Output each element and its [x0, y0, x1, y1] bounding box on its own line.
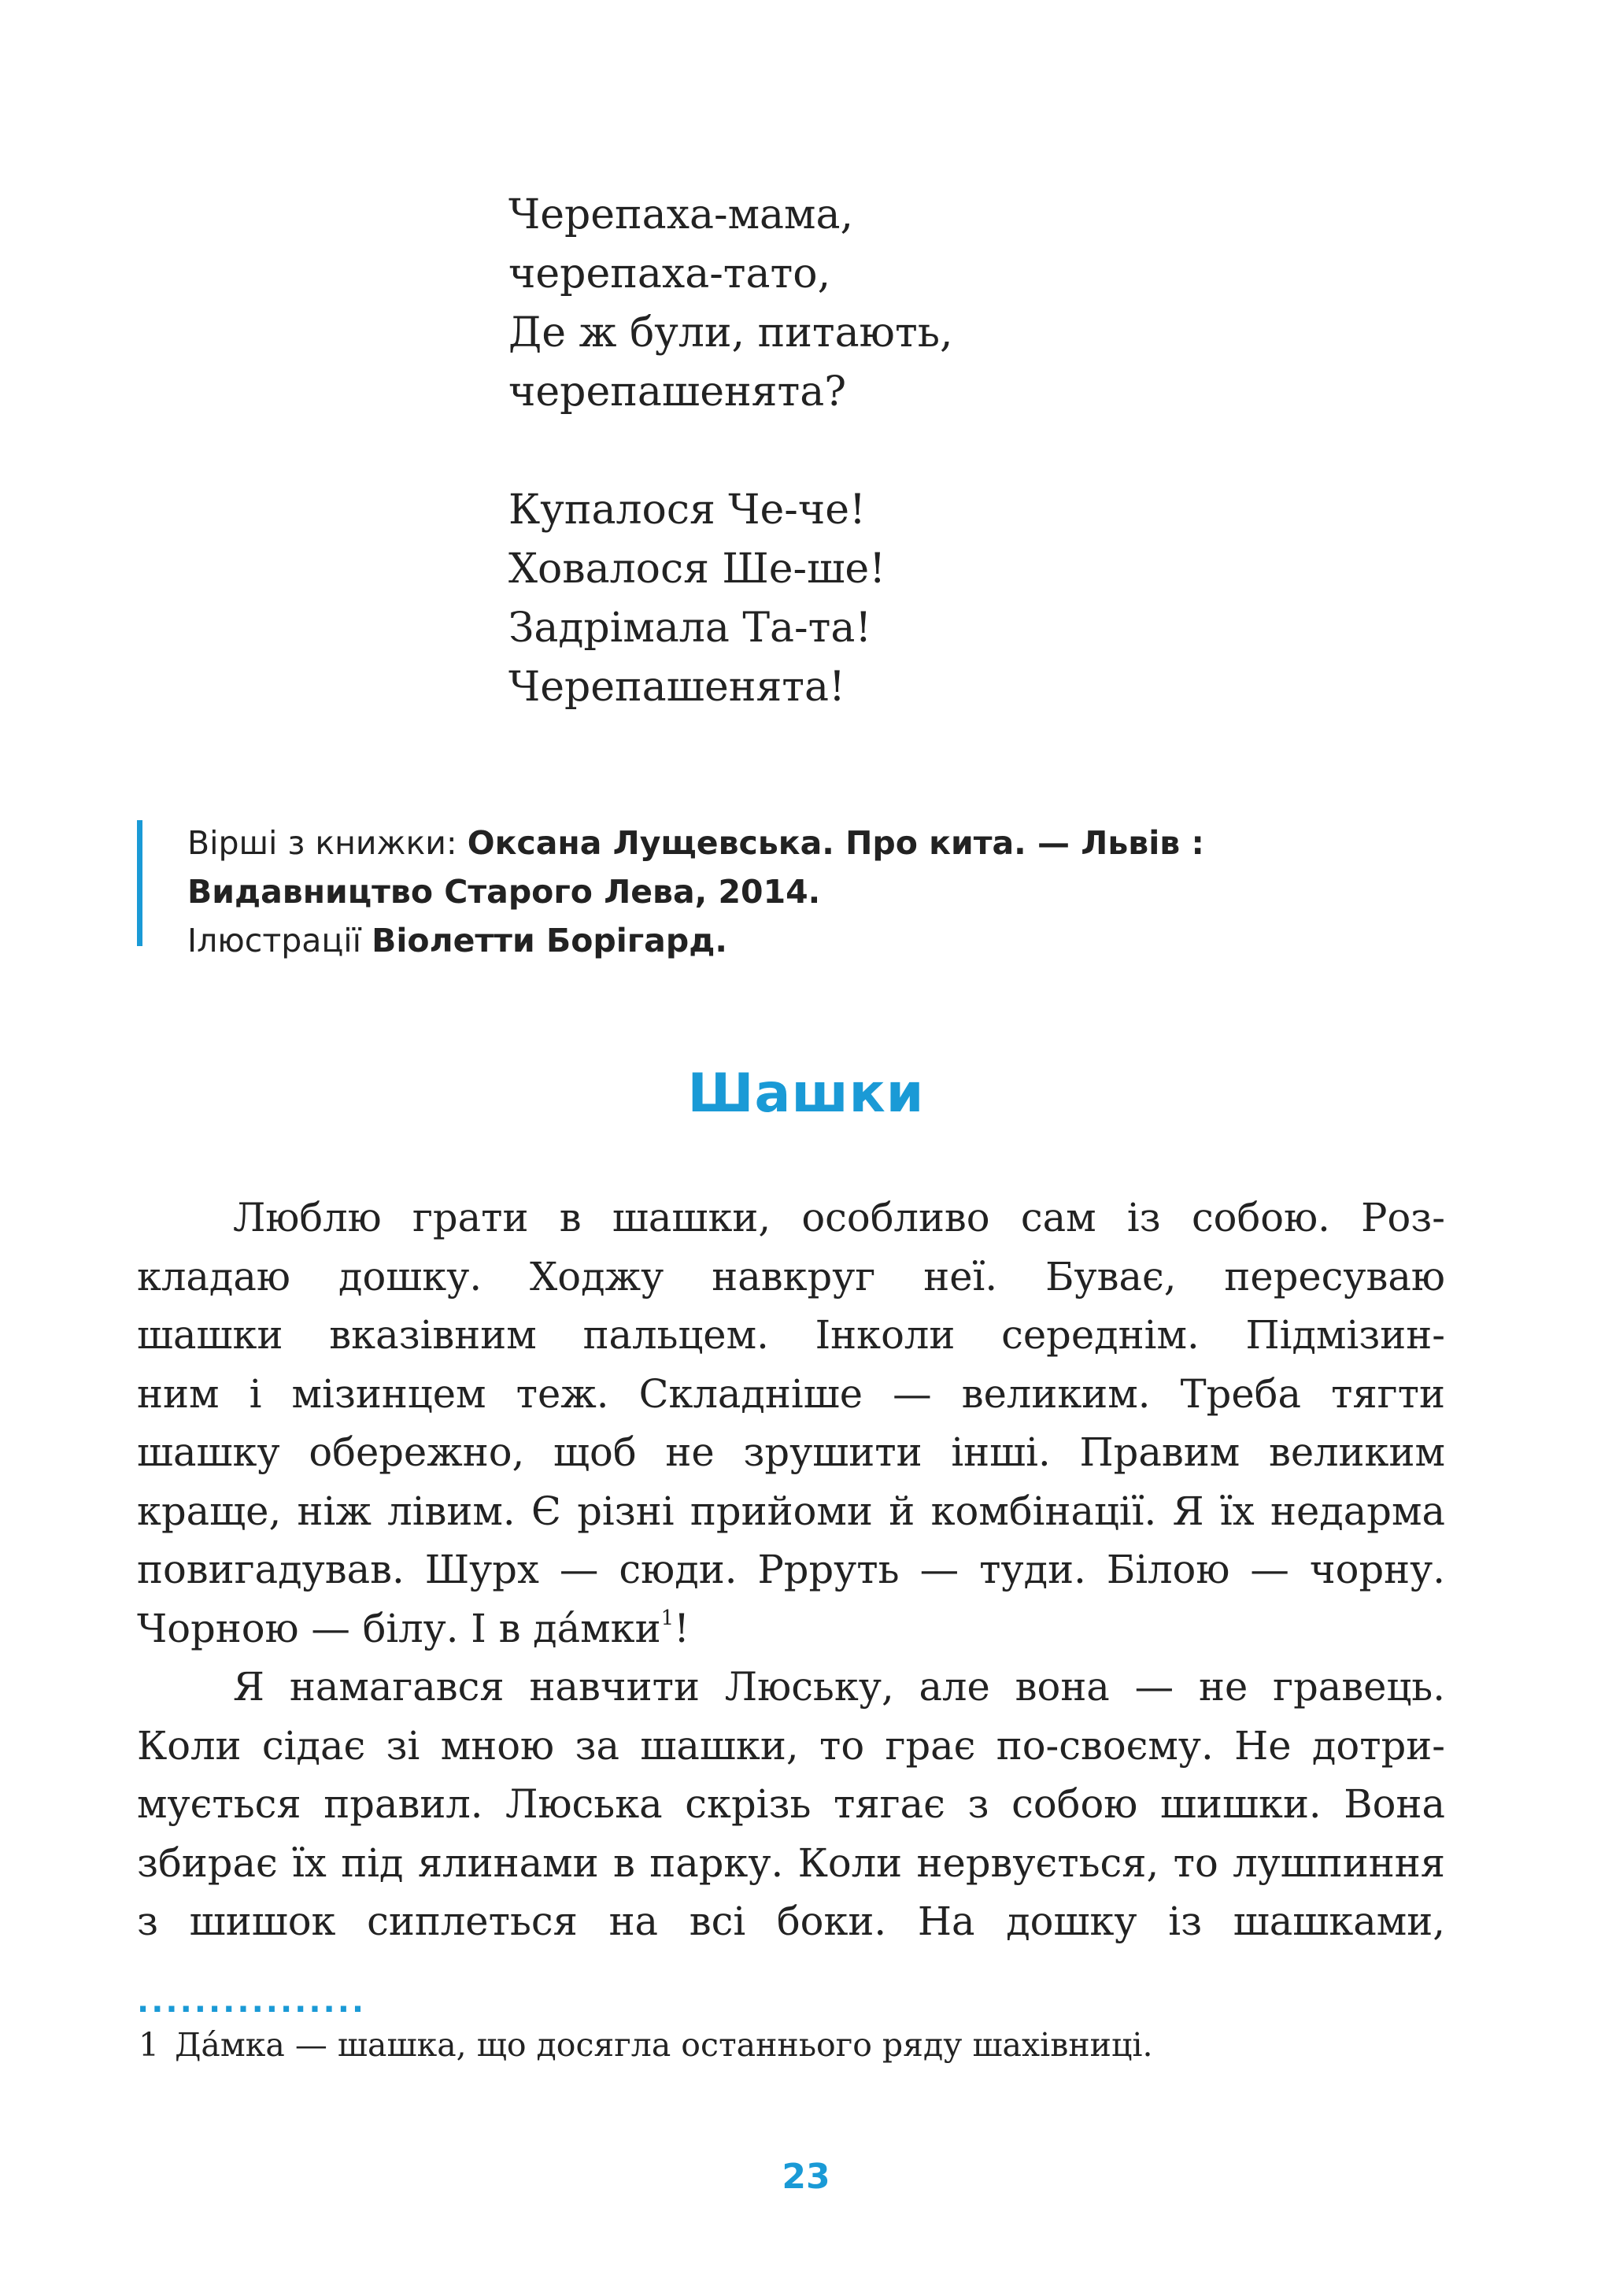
poem-line: Де ж були, питають,	[508, 309, 953, 357]
section-title: Шашки	[687, 1063, 925, 1125]
poem-stanza-2	[508, 481, 953, 717]
source-book: Оксана Лущевська. Про кита. — Львів :	[467, 824, 1204, 862]
poem-stanza-1	[508, 186, 953, 422]
footnote-separator: ................	[137, 1984, 367, 2020]
poem-line: Задрімала Та-та!	[508, 605, 872, 652]
illustrator-name: Віолетти Борігард.	[372, 922, 727, 959]
illustrations-prefix: Ілюстрації	[187, 922, 372, 959]
paragraph-line: з шишок сиплеться на всі боки. На дошку із шашками,	[137, 1899, 1445, 1944]
footnote-reference[interactable]: 1	[660, 1606, 675, 1630]
source-line-1	[187, 819, 1525, 867]
paragraph-line	[137, 1599, 1445, 1658]
source-publisher: Видавництво Старого Лева, 2014.	[187, 873, 821, 911]
paragraph-line: збирає їх під ялинами в парку. Коли нервується, то лушпиння	[137, 1839, 1445, 1886]
source-prefix: Вірші з книжки:	[187, 824, 468, 862]
paragraph-line: краще, ніж лівим. Є різні прийоми й комбінації. Я їх недарма	[137, 1488, 1445, 1534]
source-note	[137, 819, 1525, 965]
paragraph-line: повигадував. Шурх — сюди. Ррруть — туди. Білою — чорну.	[137, 1547, 1445, 1592]
paragraph-line: Я намагався навчити Люську, але вона — не гравець.	[233, 1664, 1445, 1710]
paragraph-line: Коли сідає зі мною за шашки, то грає по-своєму. Не дотри-	[137, 1722, 1445, 1769]
footnote-number: 1	[139, 2026, 160, 2064]
footnote	[139, 2021, 1153, 2069]
poem-line: Черепашенята!	[508, 664, 845, 711]
paragraph-line: ним і мізинцем теж. Складніше — великим. Треба тягти	[137, 1370, 1445, 1417]
source-accent-bar	[137, 820, 142, 946]
paragraph-line: шашки вказівним пальцем. Інколи середнім. Підмізин-	[137, 1312, 1445, 1358]
page-number: 23	[782, 2157, 830, 2197]
poem-line: Купалося Че-че!	[508, 486, 866, 534]
poem-line: Ховалося Ше-ше!	[508, 545, 886, 593]
paragraph-line: Люблю грати в шашки, особливо сам із собою. Роз-	[233, 1195, 1445, 1240]
poem-line: Черепаха-мама,	[508, 191, 854, 238]
poem-line: черепашенята?	[508, 368, 847, 416]
story-text	[137, 1189, 1445, 1951]
paragraph-line: мується правил. Люська скрізь тягає з собою шишки. Вона	[137, 1781, 1445, 1827]
footnote-text: Да́мка — шашка, що досягла останнього ряду шахівниці.	[175, 2026, 1153, 2064]
source-line-3	[187, 916, 1525, 965]
poem	[508, 186, 953, 717]
paragraph-line-end: !	[674, 1605, 690, 1651]
source-line-2	[187, 867, 1525, 916]
paragraph-line-text: Чорною — білу. І в да́мки	[137, 1605, 661, 1651]
poem-line: черепаха-тато,	[508, 250, 831, 298]
paragraph-line: кладаю дошку. Ходжу навкруг неї. Буває, пересуваю	[137, 1253, 1445, 1300]
paragraph-line: шашку обережно, щоб не зрушити інші. Правим великим	[137, 1429, 1445, 1475]
